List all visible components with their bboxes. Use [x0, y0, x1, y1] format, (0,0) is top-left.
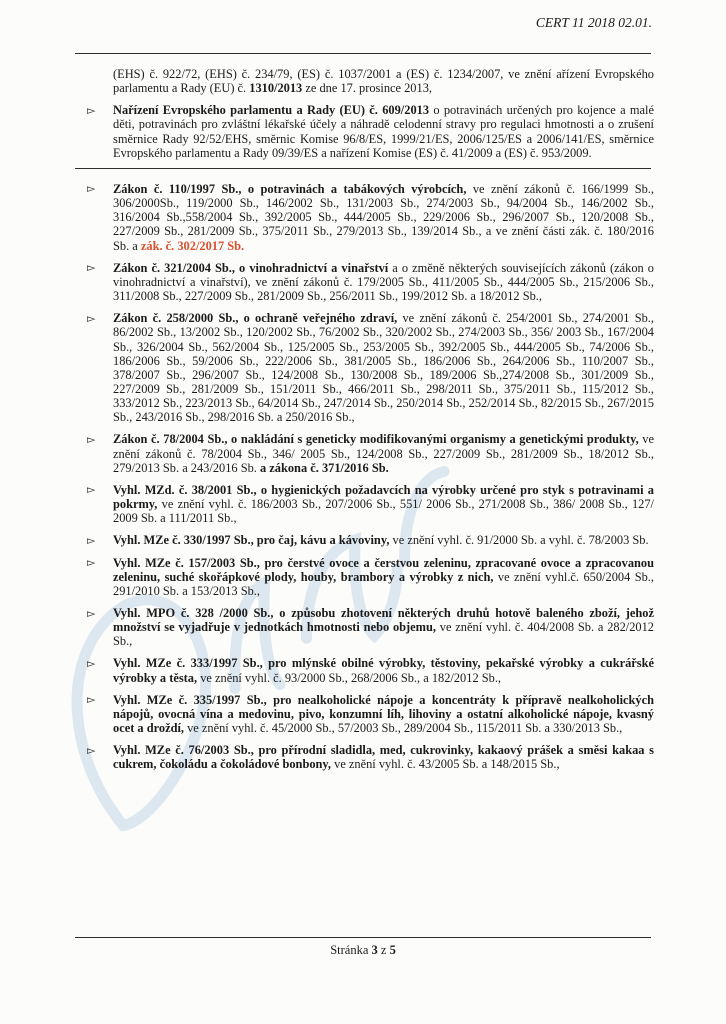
list-item — [87, 656, 654, 685]
list-item — [87, 533, 654, 548]
list-item — [87, 692, 654, 736]
footer-total-pages: 5 — [389, 943, 396, 957]
text-segment: Zákon č. 78/2004 Sb., o nakládání s geneticky modifikovanými organismy a genetickými produkty, — [113, 432, 639, 447]
header-doc-code: CERT 11 2018 02.01. — [535, 15, 652, 30]
text-segment: Vyhl. MZd. č. 38/2001 Sb., o hygienických požadavcích na výrobky určené pro styk s potravinami a pokrmy, — [113, 482, 654, 512]
text-segment: Vyhl. MZe č. 157/2003 Sb., pro čerstvé ovoce a čerstvou zeleninu, zpracované ovoce a zpracovanou zeleninu, suché skořápkové plody, houby, brambory a výrobky z nich, — [113, 555, 654, 584]
list-item — [87, 311, 654, 425]
bullet-arrow-icon: ▻ — [87, 182, 96, 196]
list-item — [87, 181, 654, 253]
text-segment: Zákon č. 110/1997 Sb., o potravinách a tabákových výrobcích, — [113, 181, 467, 196]
text-segment: Vyhl. MZe č. 333/1997 Sb., pro mlýnské obilné výrobky, těstoviny, pekařské výrobky a cukrářské výrobky a těsta, — [113, 656, 654, 685]
text-segment: ve znění vyhl. č. 93/2000 Sb., 268/2006 Sb., a 182/2012 Sb., — [197, 670, 502, 685]
text-segment: Zákon č. 258/2000 Sb., o ochraně veřejného zdraví, — [113, 311, 398, 326]
text-segment: ve znění zákonů č. 254/2001 Sb., 274/2001 Sb., 86/2002 Sb., 13/2002 Sb., 120/2002 Sb., 76/2002 Sb., 320/2002 Sb., 274/2003 Sb., 356/ 2003 Sb., 167/2004 Sb., 326/2004 Sb., 562/2004 Sb., 125/2005 Sb., 253/2005 Sb., 392/2005 Sb., 444/2005 Sb., 74/2006 Sb., 186/2006 Sb., 59/2006 Sb., 222/2006 Sb., 381/2005 Sb., 186/2006 Sb., 264/2006 Sb., 110/2007 Sb., 378/2007 Sb., 296/2007 Sb., 124/2008 Sb., 130/2008 Sb., 189/2006 Sb.,274/2008 Sb., 301/2009 Sb., 227/2009 Sb., 281/2009 Sb., 151/2011 Sb., 466/2011 Sb., 298/2011 Sb., 375/2011 Sb., 115/2012 Sb., 333/2012 Sb., 223/2013 Sb., 64/2014 Sb., 247/2014 Sb., 250/2014 Sb., 252/2014 Sb., 82/2015 Sb., 267/2015 Sb., 243/2016 Sb., 298/2016 Sb. a 250/2016 Sb., — [113, 311, 654, 425]
text-segment: ve znění vyhl. č. 91/2000 Sb. a vyhl. č. 78/2003 Sb. — [389, 533, 649, 548]
bullet-arrow-icon: ▻ — [87, 261, 96, 275]
bullet-arrow-icon: ▻ — [87, 556, 96, 570]
text-segment: a o změně některých souvisejících zákonů (zákon o vinohradnictví a vinařství), ve znění zákonů č. 179/2005 Sb., 411/2005 Sb., 444/2005 Sb., 215/2006 Sb., 311/2008 Sb., 227/2009 Sb., 281/2009 Sb., 256/2011 Sb., 199/2012 Sb. a 18/2012 Sb., — [113, 260, 654, 304]
text-segment: Zákon č. 321/2004 Sb., o vinohradnictví a vinařství — [113, 260, 389, 275]
text-segment: ze dne 17. prosince 2013, — [302, 81, 432, 96]
text-segment: ve znění vyhl. č. 45/2000 Sb., 57/2003 Sb., 289/2004 Sb., 115/2011 Sb. a 330/2013 Sb., — [184, 721, 623, 736]
list-item — [87, 260, 654, 304]
text-segment: a zákona č. 371/2016 Sb. — [259, 460, 389, 475]
bullet-arrow-icon: ▻ — [87, 693, 96, 707]
text-segment: ve znění vyhl.č. 650/2004 Sb., 291/2010 Sb. a 153/2013 Sb., — [113, 569, 654, 598]
list-item — [87, 482, 654, 526]
bullet-arrow-icon: ▻ — [87, 483, 96, 497]
header-divider — [75, 53, 651, 54]
bullet-arrow-icon: ▻ — [87, 656, 96, 670]
text-segment: zák. č. 302/2017 Sb. — [140, 238, 245, 253]
bullet-arrow-icon: ▻ — [87, 533, 96, 547]
page-number — [75, 943, 651, 958]
list-item — [87, 606, 655, 649]
text-segment: Vyhl. MZe č. 335/1997 Sb., pro nealkoholické nápoje a koncentráty k přípravě nealkoholických nápojů, ovocná vína a medovinu, pivo, konzumní líh, lihoviny a ostatní alkoholické nápoje, kvasný ocet a droždí, — [113, 692, 654, 736]
document-blocks — [87, 67, 655, 780]
text-segment: 1310/2013 — [249, 81, 303, 96]
text-segment: o potravinách určených pro kojence a malé děti, potravinách pro zvláštní lékařské účely a náhradě celodenní stravy pro regulaci hmotnosti a o zrušení směrnice Rady 92/52/EHS, směrnic Komise 96/8/ES, 1999/21/ES, 2006/125/ES a 2006/141/ES, směrnice Evropského parlamentu a Rady 09/39/ES a nařízení Komise (ES) č. 41/2009 a (ES) č. 953/2009. — [113, 103, 654, 160]
list-item — [87, 555, 654, 598]
footer-current-page: 3 — [371, 943, 378, 957]
text-segment: (EHS) č. 922/72, (EHS) č. 234/79, (ES) č. 1037/2001 a (ES) č. 1234/2007, ve znění ařízení Evropského parlamentu a Rady (EU) č. — [113, 67, 654, 96]
text-segment: Vyhl. MZe č. 330/1997 Sb., pro čaj, kávu a kávoviny, — [113, 533, 390, 548]
text-segment: ve znění vyhl. č. 186/2003 Sb., 207/2006 Sb., 551/ 2006 Sb., 271/2008 Sb., 386/ 2008 Sb., 127/ 2009 Sb. a 111/2011 Sb., — [113, 497, 654, 526]
text-segment: Vyhl. MZe č. 76/2003 Sb., pro přírodní sladidla, med, cukrovinky, kakaový prášek a směsi kakaa s cukrem, čokoládu a čokoládové bonbony, — [113, 743, 654, 772]
bullet-arrow-icon: ▻ — [87, 606, 96, 620]
text-segment: ve znění zákonů č. 78/2004 Sb., 346/ 2005 Sb., 124/2008 Sb., 227/2009 Sb., 281/2009 Sb., 18/2012 Sb., 279/2013 Sb. a 243/2016 Sb. — [113, 432, 654, 475]
text-segment: ve znění vyhl. č. 404/2008 Sb. a 282/2012 Sb., — [113, 620, 655, 649]
list-item — [87, 743, 654, 772]
text-segment: Nařízení Evropského parlamentu a Rady (EU) č. 609/2013 — [113, 103, 430, 118]
list-item — [87, 432, 654, 475]
text-segment: ve znění vyhl. č. 43/2005 Sb. a 148/2015 Sb., — [331, 757, 560, 772]
list-item — [87, 103, 654, 160]
bullet-arrow-icon: ▻ — [87, 311, 96, 325]
footer-divider — [75, 937, 651, 938]
text-segment: Vyhl. MPO č. 328 /2000 Sb., o způsobu zhotovení některých druhů hotově baleného zboží, jehož množství se vyjadřuje v jednotkách hmotnosti nebo objemu, — [113, 606, 654, 635]
footer-prefix: Stránka — [330, 943, 369, 957]
bullet-arrow-icon: ▻ — [87, 432, 96, 446]
bullet-arrow-icon: ▻ — [87, 743, 96, 757]
page-header — [536, 15, 652, 31]
text-segment: ve znění zákonů č. 166/1999 Sb., 306/2000Sb., 119/2000 Sb., 146/2002 Sb., 131/2003 Sb., 274/2003 Sb., 94/2004 Sb., 146/2002 Sb., 316/2004 Sb.,558/2004 Sb., 392/2005 Sb., 444/2005 Sb., 229/2006 Sb., 296/2007 Sb., 120/2008 Sb., 227/2009 Sb., 281/2009 Sb., 375/2011 Sb., 279/2013 Sb., 139/2014 Sb., a ve znění části zák. č. 180/2016 Sb. a — [113, 181, 654, 253]
section-divider — [75, 168, 651, 169]
footer-separator: z — [380, 943, 387, 957]
bullet-arrow-icon: ▻ — [87, 103, 96, 117]
paragraph — [113, 67, 654, 95]
